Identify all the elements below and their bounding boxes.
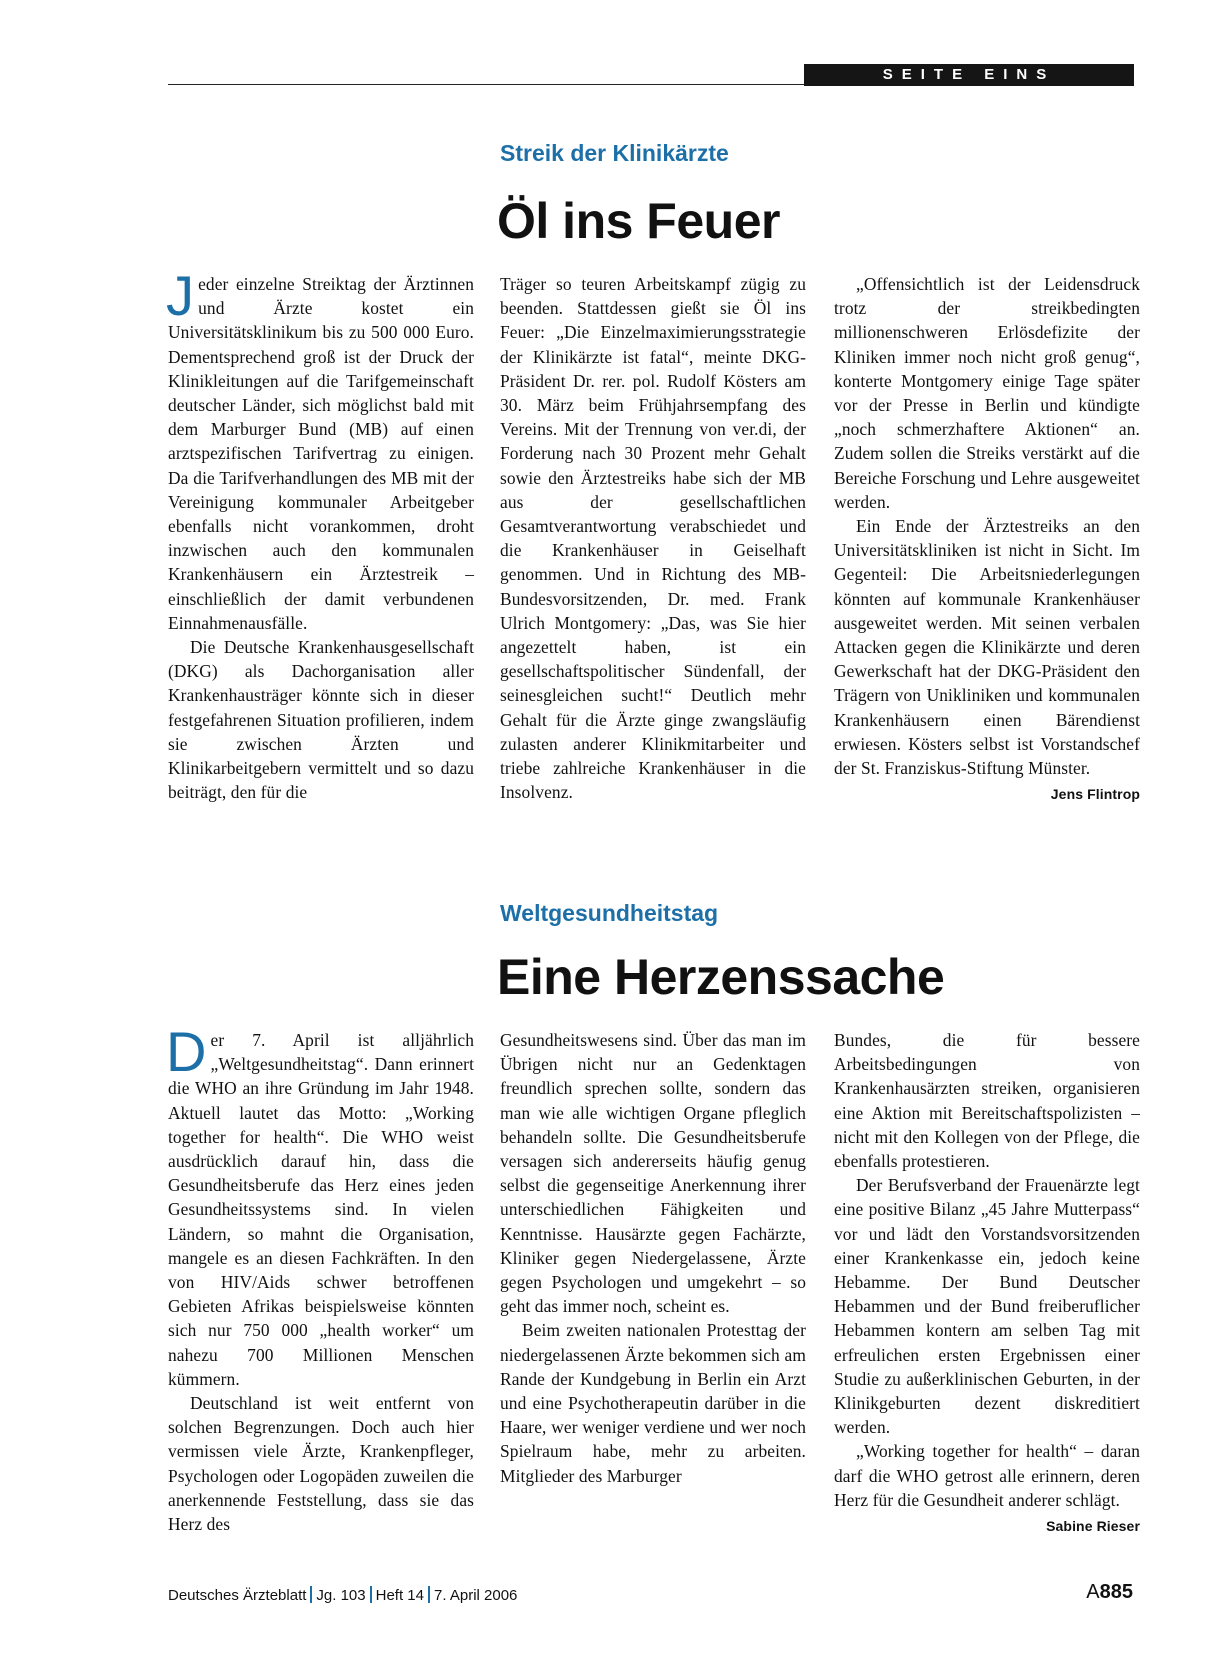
section-label: SEITE EINS	[804, 64, 1134, 86]
article1-column-3	[834, 272, 1140, 806]
journal-volume: Jg. 103	[316, 1587, 366, 1604]
footer-separator	[428, 1586, 430, 1603]
article2-paragraph: „Working together for health“ – daran darf die WHO getrost alle erinnern, deren Herz für die Gesundheit anderer schlägt. Sabine Rieser	[834, 1439, 1140, 1512]
article2-paragraph: Beim zweiten nationalen Protesttag der niedergelassenen Ärzte bekommen sich am Rande der Kundgebung in Berlin ein Arzt und eine Psychotherapeutin darüber in die Haare, wer weniger verdiene und wer noch Spielraum habe, mehr zu arbeiten. Mitglieder des Marburger	[500, 1320, 806, 1486]
article2-paragraph: Der 7. April ist alljährlich „Weltgesundheitstag“. Dann erinnert die WHO an ihre Gründung im Jahr 1948. Aktuell lautet das Motto: „Working together for health“. Die WHO weist ausdrücklich darauf hin, dass die Gesundheitsberufe das Herz eines jeden Gesundheitssystems sind. In vielen Ländern, so mahnt die Organisation, mangele es an diesen Fachkräften. In den von HIV/Aids schwer betroffenen Gebieten Afrikas beispielsweise könnten sich nur 750 000 „health worker“ um nahezu 700 Millionen Menschen kümmern.	[166, 1020, 474, 1389]
article1-paragraph: Jeder einzelne Streiktag der Ärztinnen und Ärzte kostet ein Universitätsklinikum bis zu 500 000 Euro. Dementsprechend groß ist der Druck der Klinikleitungen auf die Tarifgemeinschaft deutscher Länder, sich möglichst bald mit dem Marburger Bund (MB) auf einen arztspezifischen Tarifvertrag zu einigen. Da die Tarifverhandlungen des MB mit der Vereinigung kommunaler Arbeitgeber ebenfalls nicht vorankommen, droht inzwischen auch den kommunalen Krankenhäusern ein Ärztestreik – einschließlich der damit verbundenen Einnahmenausfälle.	[166, 264, 474, 633]
article1-paragraph: „Offensichtlich ist der Leidensdruck trotz der streikbedingten millionenschweren Erlösdefizite der Kliniken immer noch nicht groß genug“, konterte Montgomery einige Tage später vor der Presse in Berlin und kündigte „noch schmerzhaftere Aktionen“ an. Zudem sollen die Streiks verstärkt auf die Bereiche Forschung und Lehre ausgeweitet werden.	[834, 274, 1140, 512]
article2-kicker: Weltgesundheitstag	[500, 900, 719, 926]
article2-paragraph: Deutschland ist weit entfernt von solchen Begrenzungen. Doch auch hier vermissen viele Ärzte, Krankenpfleger, Psychologen oder Logopäden zuweilen die anerkennende Feststellung, dass sie das Herz des	[168, 1393, 474, 1535]
footer-separator	[370, 1586, 372, 1603]
journal-date: 7. April 2006	[434, 1587, 518, 1604]
article2-headline: Eine Herzenssache	[497, 949, 945, 1005]
footer-separator	[310, 1586, 312, 1603]
journal-name: Deutsches Ärzteblatt	[168, 1587, 307, 1604]
article2-column-2	[500, 1028, 806, 1488]
article1-paragraph: Ein Ende der Ärztestreiks an den Universitätskliniken ist nicht in Sicht. Im Gegenteil: Die Arbeitsniederlegungen könnten auf kommunale Krankenhäuser ausgeweitet werden. Mit seinen verbalen Attacken gegen die Klinikärzte und deren Gewerkschaft hat der DKG-Präsident den Trägern von Unikliniken und kommunalen Krankenhäusern einen Bärendienst erwiesen. Kösters selbst ist Vorstandschef der St. Franziskus-Stiftung Münster. Jens Flintrop	[834, 514, 1140, 780]
article2-author: Sabine Rieser	[1046, 1518, 1140, 1535]
article2-column-1	[166, 1020, 474, 1536]
page-footer	[168, 1586, 517, 1604]
article2-paragraph: Gesundheitswesens sind. Über das man im Übrigen nicht nur an Gedenktagen freundlich sprechen sollte, sondern das man wie alle wichtigen Organe pfleglich behandeln sollte. Die Gesundheitsberufe versagen sich andererseits häufig genug selbst die gegenseitige Anerkennung ihrer unterschiedlichen Fähigkeiten und Kenntnisse. Hausärzte gegen Fachärzte, Kliniker gegen Niedergelassene, Ärzte gegen Psychologen und umgekehrt – so geht das immer noch, scheint es.	[500, 1030, 806, 1317]
page-number-value: 885	[1099, 1581, 1133, 1603]
article1-kicker: Streik der Klinikärzte	[500, 140, 729, 166]
article1-paragraph: Träger so teuren Arbeitskampf zügig zu beenden. Stattdessen gießt sie Öl ins Feuer: „Die Einzelmaximierungsstrategie der Klinikärzte ist fatal“, meinte DKG-Präsident Dr. rer. pol. Rudolf Kösters am 30. März beim Frühjahrsempfang des Vereins. Mit der Trennung von ver.di, der Forderung nach 30 Prozent mehr Gehalt sowie den Ärztestreiks habe sich der MB aus der gesellschaftlichen Gesamtverantwortung verabschiedet und die Krankenhäuser in Geiselhaft genommen. Und in Richtung des MB-Bundesvorsitzenden, Dr. med. Frank Ulrich Montgomery: „Das, was Sie hier angezettelt haben, ist ein gesellschaftspolitischer Sündenfall, der seinesgleichen sucht!“ Deutlich mehr Gehalt für die Ärzte ginge zwangsläufig zulasten anderer Klinikmitarbeiter und triebe zahlreiche Krankenhäuser in die Insolvenz.	[500, 274, 806, 803]
article1-column-1	[166, 264, 474, 804]
journal-issue: Heft 14	[375, 1587, 424, 1604]
article2-paragraph: Bundes, die für bessere Arbeitsbedingungen von Krankenhausärzten streiken, organisieren eine Aktion mit Bereitschaftspolizisten – nicht mit den Kollegen von der Pflege, die ebenfalls protestieren.	[834, 1030, 1140, 1172]
article1-column-2	[500, 272, 806, 804]
article2-dropcap: D	[166, 1020, 207, 1083]
article2-paragraph: Der Berufsverband der Frauenärzte legt eine positive Bilanz „45 Jahre Mutterpass“ vor und lädt den Vorstandsvorsitzenden einer Krankenkasse ein, jedoch keine Hebamme. Der Bund Deutscher Hebammen und der Bund freiberuflicher Hebammen kontern am selben Tag mit erfreulichen ersten Ergebnissen einer Studie zu außerklinischen Geburten, in der Klinikgeburten dezent diskreditiert werden.	[834, 1175, 1140, 1438]
article1-headline: Öl ins Feuer	[497, 193, 780, 249]
page-prefix: A	[1086, 1581, 1100, 1603]
article2-column-3	[834, 1028, 1140, 1538]
article1-paragraph: Die Deutsche Krankenhausgesellschaft (DKG) als Dachorganisation aller Krankenhausträger könnte sich in dieser festgefahrenen Situation profilieren, indem sie zwischen Ärzten und Klinikarbeitgebern vermittelt und so dazu beiträgt, den für die	[168, 637, 474, 803]
article1-dropcap: J	[166, 264, 195, 327]
article1-author: Jens Flintrop	[1050, 786, 1140, 803]
page-number	[1086, 1581, 1133, 1604]
